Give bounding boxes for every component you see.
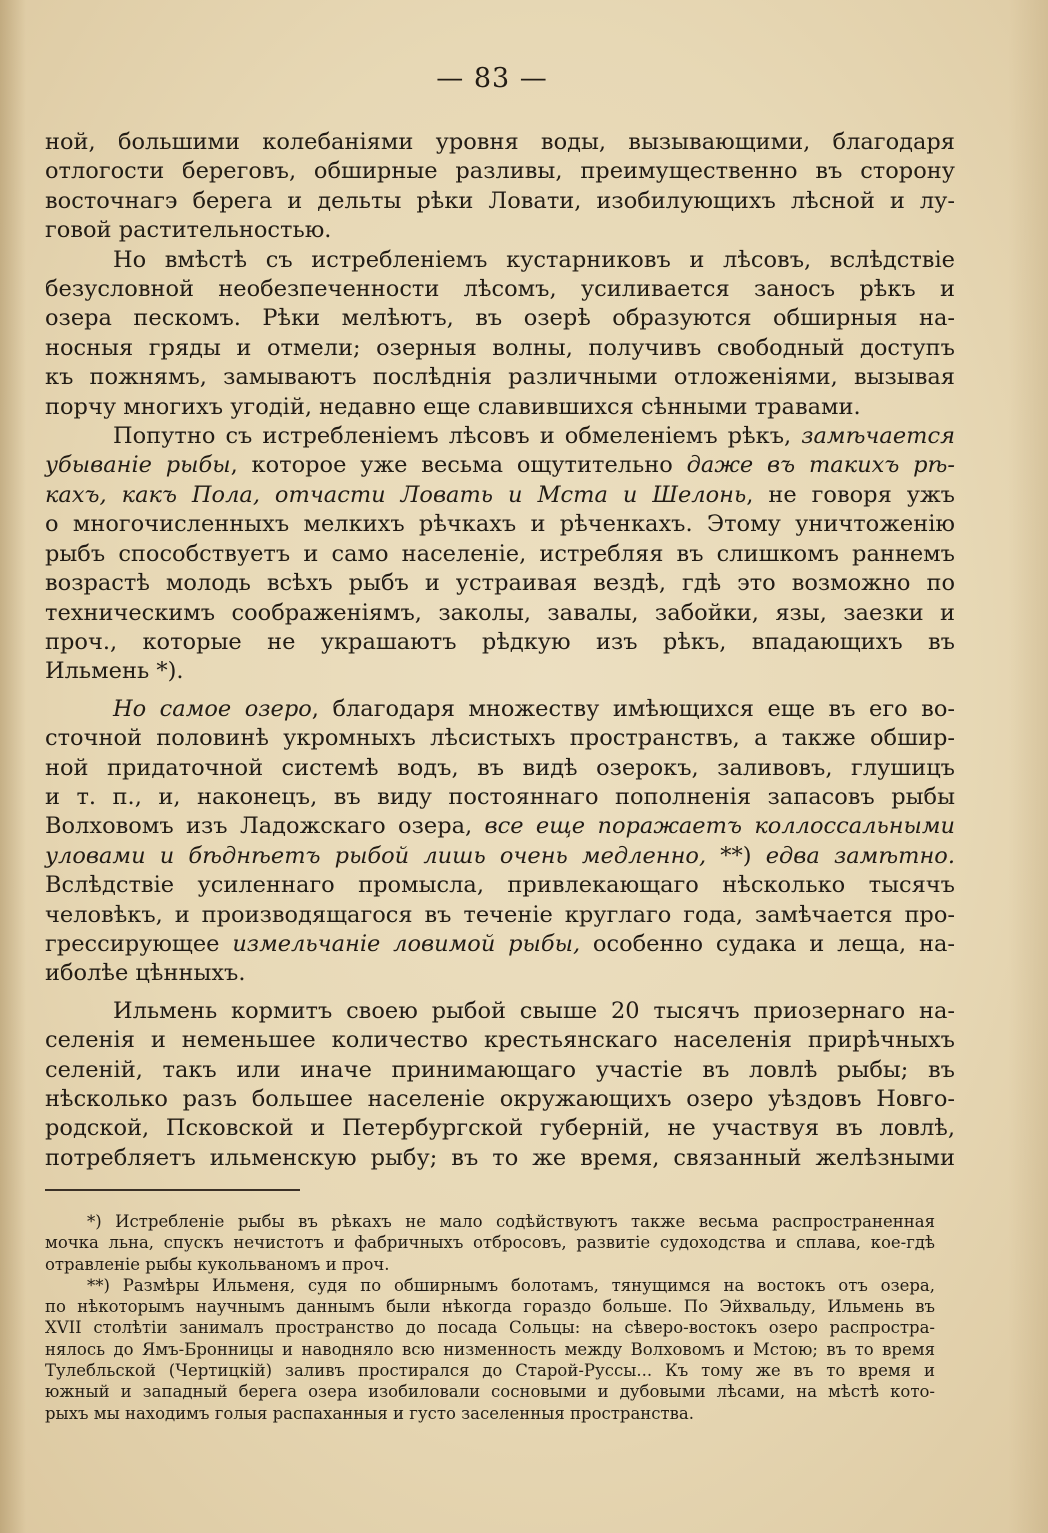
italic-text: уловами и бѣднѣетъ рыбой лишь очень медленно, [45,842,707,869]
text-run: рыбъ способствуетъ и само населеніе, истребляя въ слишкомъ раннемъ [45,540,955,567]
text-run: **) [706,842,766,869]
text-line [45,363,955,392]
text-line [45,930,955,959]
paragraph [45,695,955,989]
text-line [45,628,955,657]
text-line [45,422,955,451]
text-line [45,812,955,841]
text-run: Но вмѣстѣ съ истребленіемъ кустарниковъ и лѣсовъ, вслѣдствіе [113,246,955,273]
text-line [45,1114,955,1143]
text-run: ной придаточной системѣ водъ, въ видѣ озерокъ, заливовъ, глушицъ [45,754,955,781]
paragraph [45,246,955,422]
footnote [45,1211,935,1275]
text-line [45,1085,955,1114]
text-run: человѣкъ, и производящагося въ теченіе круглаго года, замѣчается про- [45,901,955,928]
footnote [45,1275,935,1424]
text-line [45,901,955,930]
text-line [45,599,955,628]
paragraph [45,997,955,1173]
text-run: селеній, такъ или иначе принимающаго участіе въ ловлѣ рыбы; въ [45,1056,955,1083]
text-run: Волховомъ изъ Ладожскаго озера, [45,813,485,840]
footnote-line: XVII столѣтіи занималъ пространство до посада Сольцы: на сѣверо-востокъ озеро распростра- [45,1318,935,1338]
text-line [45,754,955,783]
text-run: о многочисленныхъ мелкихъ рѣчкахъ и рѣченкахъ. Этому уничтоженію [45,511,955,538]
text-line [45,997,955,1026]
footnote-line: южный и западный берега озера изобиловали сосновыми и дубовыми лѣсами, на мѣстѣ кото- [45,1382,935,1402]
text-line [45,187,955,216]
text-run: потребляетъ ильменскую рыбу; въ то же время, связанный желѣзными [45,1144,955,1171]
text-line [45,1026,955,1055]
text-line [45,783,955,812]
text-run: техническимъ соображеніямъ, заколы, завалы, забойки, язы, заезки и [45,599,955,626]
text-run: проч., которые не украшаютъ рѣдкую изъ рѣкъ, впадающихъ въ [45,628,955,655]
footnote-line: **) Размѣры Ильменя, судя по обширнымъ болотамъ, тянущимся на востокъ отъ озера, [87,1275,935,1295]
text-run: возрастѣ молодь всѣхъ рыбъ и устраивая вездѣ, гдѣ это возможно по [45,570,955,597]
text-line [45,871,955,900]
text-line [45,334,955,363]
text-run: , благодаря множеству имѣющихся еще въ его во- [311,695,955,722]
italic-text: едва замѣтно. [765,842,955,869]
text-line [45,481,955,510]
text-line [45,246,955,275]
text-run: родской, Псковской и Петербургской губерній, не участвуя въ ловлѣ, [45,1115,955,1142]
italic-text: все еще поражаетъ коллоссальными [484,813,956,840]
main-text [45,128,955,1173]
text-line [45,540,955,569]
footnote-rule [45,1189,300,1191]
text-line [45,451,955,480]
footnote-line: *) Истребленіе рыбы въ рѣкахъ не мало содѣйствуютъ также весьма распространенная [87,1212,935,1231]
text-line [45,275,955,304]
footnote-line: по нѣкоторымъ научнымъ даннымъ были нѣкогда гораздо больше. По Эйхвальду, Ильмень въ [45,1297,935,1317]
text-run: Ильмень *). [45,658,184,685]
text-run: восточнагэ берега и дельты рѣки Ловати, изобилующихъ лѣсной и лу- [45,187,955,214]
footnote-line: Тулебльской (Чертицкій) заливъ простирался до Старой-Руссы... Къ тому же въ то время и [45,1361,935,1381]
text-run: къ пожнямъ, замываютъ послѣднія различными отложеніями, вызывая [45,364,955,391]
footnote-line: рыхъ мы находимъ голыя распаханныя и густо заселенныя пространства. [45,1403,695,1423]
text-run: особенно судака и леща, на- [580,930,956,957]
footnote-line: мочка льна, спускъ нечистотъ и фабричныхъ отбросовъ, развитіе судоходства и сплава, кое-гдѣ [45,1233,935,1253]
text-line [45,304,955,333]
footnote-line: нялось до Ямъ-Бронницы и наводняло всю низменность между Волховомъ и Мстою; въ то время [45,1339,935,1359]
paragraph [45,128,955,246]
text-line [45,1056,955,1085]
text-line [45,216,955,245]
text-run: селенія и неменьшее количество крестьянскаго населенія прирѣчныхъ [45,1027,955,1054]
text-run: порчу многихъ угодій, недавно еще славившихся сѣнными травами. [45,393,861,420]
text-run: безусловной необезпеченности лѣсомъ, усиливается заносъ рѣкъ и [45,276,955,303]
italic-text: Но самое озеро [113,695,312,722]
text-run: Ильмень кормитъ своею рыбой свыше 20 тысячъ приозернаго на- [113,997,955,1024]
text-line [45,959,955,988]
italic-text: измельчаніе ловимой рыбы, [232,930,581,957]
paragraph [45,422,955,687]
text-run: Попутно съ истребленіемъ лѣсовъ и обмеленіемъ рѣкъ, [113,423,802,450]
text-run: ной, большими колебаніями уровня воды, вызывающими, благодаря [45,129,955,155]
footnote-line: отравленіе рыбы кукольваномъ и проч. [45,1254,390,1274]
text-run: иболѣе цѣнныхъ. [45,960,246,987]
text-line [45,157,955,186]
text-line [45,393,955,422]
page-number: — 83 — [436,63,548,94]
footnotes [45,1211,935,1424]
text-line [45,569,955,598]
text-line [45,724,955,753]
text-line [45,657,955,686]
text-line [45,510,955,539]
italic-text: даже въ такихъ рѣ- [686,452,956,479]
text-run: Вслѣдствіе усиленнаго промысла, привлекающаго нѣсколько тысячъ [45,872,955,899]
text-run: , не говоря ужъ [746,481,955,508]
italic-text: замѣчается [801,423,955,450]
italic-text: убываніе рыбы [45,452,231,479]
text-line [45,1144,955,1173]
text-run: носныя гряды и отмели; озерныя волны, получивъ свободный доступъ [45,334,955,361]
text-run: озера пескомъ. Рѣки мелѣютъ, въ озерѣ образуются обширныя на- [45,305,955,332]
text-run: и т. п., и, наконецъ, въ виду постояннаго пополненія запасовъ рыбы [45,783,955,810]
text-run: нѣсколько разъ большее населеніе окружающихъ озеро уѣздовъ Новго- [45,1086,955,1112]
text-line [45,842,955,871]
text-run: грессирующее [45,930,233,957]
italic-text: кахъ, какъ Пола, отчасти Ловать и Мста и Шелонь [45,481,747,508]
text-line [45,695,955,724]
text-run: говой растительностью. [45,217,332,244]
text-run: , которое уже весьма ощутительно [230,452,687,479]
text-line [45,128,955,157]
text-run: отлогости береговъ, обширные разливы, преимущественно въ сторону [45,158,955,185]
text-run: сточной половинѣ укромныхъ лѣсистыхъ пространствъ, а также обшир- [45,725,955,752]
